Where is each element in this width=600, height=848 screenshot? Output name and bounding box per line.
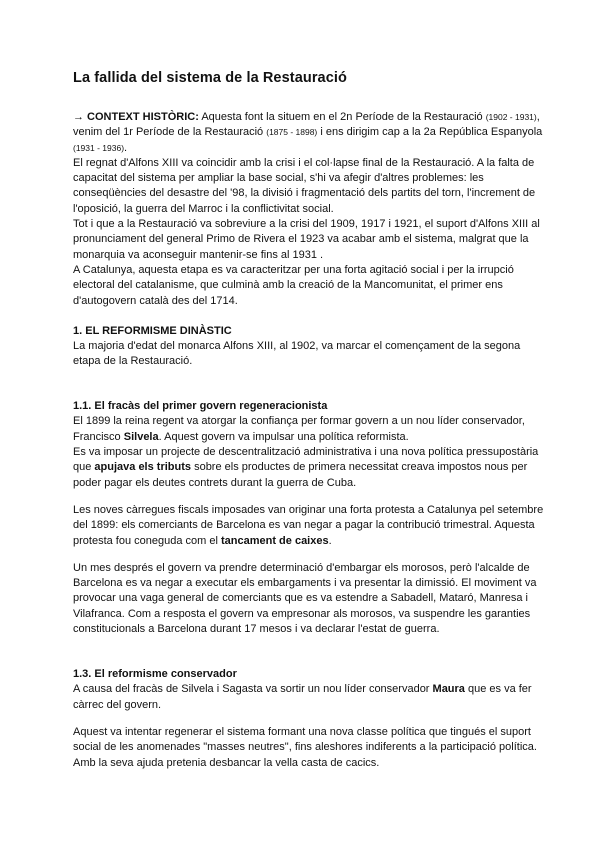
page-title: La fallida del sistema de la Restauració — [73, 70, 347, 86]
section-1-1-paragraph-3: Un mes després el govern va prendre determinació d'embargar els morosos, però l'alcalde de Barcelona es va negar a executar els embargaments i va presentar la dimissió. El moviment va provocar una vaga general de comerciants que es va estendre a Sabadell, Mataró, Manresa i Vilafranca. Com a resposta el govern va empresonar als morosos, va suspendre les garanties constitucionals a Barcelona durant 17 mesos i va declarar l'estat de guerra. — [73, 561, 537, 636]
context-text-1: Aquesta font la situem en el 2n Període de la Restauració — [201, 111, 483, 123]
section-1-3-heading: 1.3. El reformisme conservador — [73, 668, 237, 681]
tributs-highlight: apujava els tributs — [94, 461, 192, 474]
section-1-heading: 1. EL REFORMISME DINÀSTIC — [73, 324, 232, 337]
context-paragraph-3: Tot i que a la Restauració va sobreviure a la crisi del 1909, 1917 i 1921, el suport d'Alfons XIII al pronunciament del general Primo de Rivera el 1923 va acabar amb el sistema, malgrat que la monarquia va aconseguir mantenir-se fins al 1931 . — [73, 218, 540, 261]
context-paragraph-2: El regnat d'Alfons XIII va coincidir amb la crisi i el col·lapse final de la Restauració. A la falta de capacitat del sistema per ampliar la base social, s'hi va afegir d'altres problemes: les conseqüències del desastre del '98, la divisió i fragmentació dels partits del torn, l'increment de l'oposició, la guerra del Marroc i la conflictivitat social. — [73, 156, 536, 215]
tancament-highlight: tancament de caixes — [220, 534, 329, 547]
context-paragraph-4: A Catalunya, aquesta etapa es va caracteritzar per una forta agitació social i per la irrupció electoral del catalanisme, que culminà amb la creació de la Mancomunitat, el primer ens d'autogovern català des del 1714. — [73, 263, 514, 307]
context-paragraph — [73, 110, 548, 156]
context-date-1: (1902 - 1931) — [485, 112, 537, 122]
context-text-3: i ens dirigim cap a la 2a República Espanyola — [320, 126, 543, 139]
section-1-3-paragraph-2: Aquest va intentar regenerar el sistema formant una nova classe política que tingués el suport social de les anomenades "masses neutres", fins aleshores indiferents a la participació política. Amb la seva ajuda pretenia desbancar la vella casta de cacics. — [73, 725, 537, 769]
context-date-3: (1931 - 1936) — [73, 142, 125, 153]
silvela-highlight: Silvela — [123, 430, 159, 443]
context-date-2: (1875 - 1898) — [266, 127, 318, 138]
section-1-3-paragraph-1: A causa del fracàs de Silvela i Sagasta va sortir un nou líder conservador Maura que es va fer càrrec del govern. — [73, 683, 532, 711]
context-label: → CONTEXT HISTÒRIC: — [73, 111, 199, 123]
context-text-2: , venim del 1r Període de la Restauració — [73, 111, 540, 139]
maura-highlight: Maura — [432, 683, 465, 696]
context-text-4: . — [124, 141, 128, 154]
section-1-1-paragraph-2: Les noves càrregues fiscals imposades van originar una forta protesta a Catalunya pel setembre del 1899: els comerciants de Barcelona es van negar a pagar la contribució trimestral. Aquesta protesta fou coneguda com el tancament de caixes. — [73, 503, 544, 547]
section-1-text: La majoria d'edat del monarca Alfons XIII, al 1902, va marcar el començament de la segona etapa de la Restauració. — [73, 339, 521, 368]
section-1-1-heading: 1.1. El fracàs del primer govern regeneracionista — [73, 400, 328, 413]
section-1-1-paragraph-1: El 1899 la reina regent va atorgar la confiança per formar govern a un nou líder conservador, Francisco Silvela. Aquest govern va impulsar una política reformista. Es va imposar un projecte de descentralització administrativa i una nova política pressupostària que apujava els tributs sobre els productes de primera necessitat creava impostos nous per poder pagar els deutes contrets durant la guerra de Cuba. — [73, 415, 539, 489]
